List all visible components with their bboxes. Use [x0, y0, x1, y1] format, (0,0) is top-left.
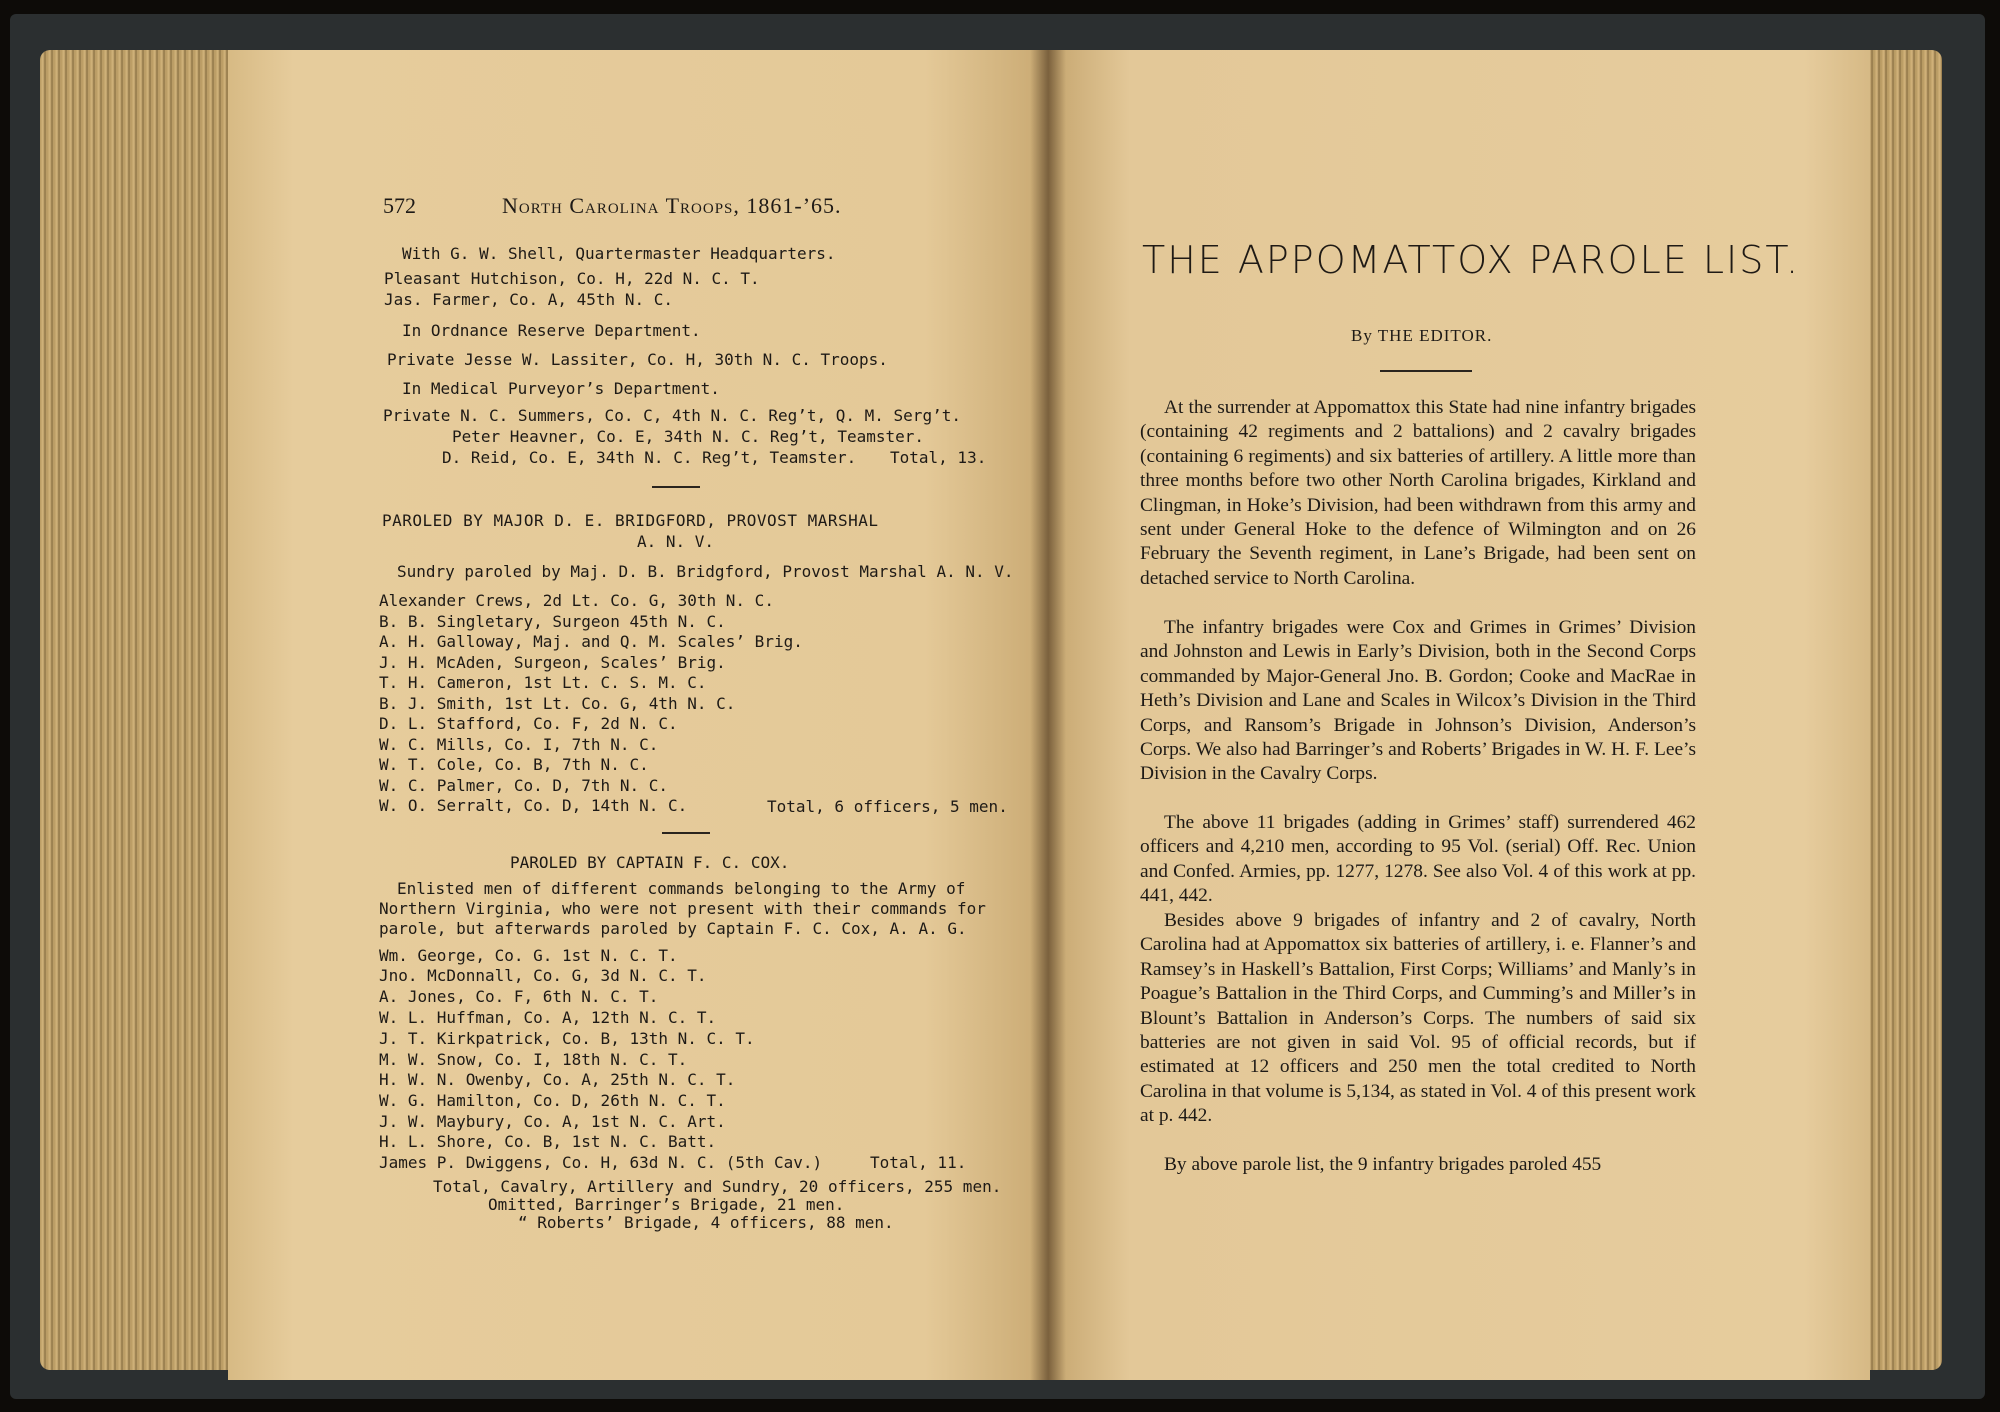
- cox-heading: PAROLED BY CAPTAIN F. C. COX.: [510, 853, 790, 872]
- list-item: Pleasant Hutchison, Co. H, 22d N. C. T.: [384, 269, 760, 288]
- list-item: T. H. Cameron, 1st Lt. C. S. M. C.: [379, 673, 707, 692]
- list-item: A. H. Galloway, Maj. and Q. M. Scales’ Brig.: [379, 632, 803, 651]
- list-item: A. Jones, Co. F, 6th N. C. T.: [379, 987, 659, 1006]
- list-item: James P. Dwiggens, Co. H, 63d N. C. (5th Cav.): [379, 1153, 823, 1172]
- list-item: W. T. Cole, Co. B, 7th N. C.: [379, 755, 649, 774]
- list-item: Wm. George, Co. G. 1st N. C. T.: [379, 946, 678, 965]
- list-item: B. B. Singletary, Surgeon 45th N. C.: [379, 612, 726, 631]
- cox-intro: Northern Virginia, who were not present with their commands for: [379, 899, 986, 918]
- page-number: 572: [383, 193, 416, 218]
- summary-line: “ Roberts’ Brigade, 4 officers, 88 men.: [518, 1213, 894, 1232]
- list-item: Private Jesse W. Lassiter, Co. H, 30th N. C. Troops.: [387, 350, 888, 369]
- paragraph: The infantry brigades were Cox and Grimes in Grimes’ Division and Johnston and Lewis in Early’s Division, both in the Second Corps commanded by Major-General Jno. B. Gordon; Cooke and MacRae in Heth’s Division and Lane and Scales in Wilcox’s Division in the Third Corps, and Ransom’s Brigade in Johnson’s Division, Anderson’s Corps. We also had Barringer’s and Roberts’ Brigades in W. H. F. Lee’s Division in the Cavalry Corps.: [1140, 617, 1696, 785]
- section-divider: [652, 486, 700, 488]
- list-item: J. W. Maybury, Co. A, 1st N. C. Art.: [379, 1112, 726, 1131]
- title-divider: [1380, 370, 1472, 372]
- list-item: Alexander Crews, 2d Lt. Co. G, 30th N. C.: [379, 591, 774, 610]
- list-item: J. H. McAden, Surgeon, Scales’ Brig.: [379, 653, 726, 672]
- list-item: H. W. N. Owenby, Co. A, 25th N. C. T.: [379, 1070, 736, 1089]
- list-item: D. L. Stafford, Co. F, 2d N. C.: [379, 714, 678, 733]
- bridgford-total: Total, 6 officers, 5 men.: [767, 797, 1008, 816]
- paragraph: Besides above 9 brigades of infantry and 2 of cavalry, North Carolina had at Appomattox six batteries of artillery, i. e. Flanner’s and Ramsey’s in Haskell’s Battalion, First Corps; Williams’ and Manly’s in Poague’s Battalion in the Third Corps, and Cumming’s and Miller’s in Blount’s Battalion in Anderson’s Corps. The numbers of said six batteries are not given in said Vol. 95 of official records, but if estimated at 12 officers and 250 men the total credited to North Carolina in that volume is 5,134, as stated in Vol. 4 of this present work at p. 442.: [1140, 910, 1696, 1127]
- chapter-title: THE APPOMATTOX PAROLE LIST.: [1142, 238, 1801, 282]
- left-page-edges: [40, 50, 236, 1370]
- paragraph: At the surrender at Appomattox this State had nine infantry brigades (containing 42 regiments and 2 battalions) and 2 cavalry brigades (containing 6 regiments) and six batteries of artillery. A little more than three months before two other North Carolina brigades, Kirkland and Clingman, in Hoke’s Division, had been withdrawn from this army and sent under General Hoke to the defence of Wilmington and on 26 February the Seventh regiment, in Lane’s Brigade, had been sent on detached service to North Carolina.: [1140, 397, 1696, 589]
- cox-intro: Enlisted men of different commands belonging to the Army of: [397, 879, 966, 898]
- list-item: Jas. Farmer, Co. A, 45th N. C.: [384, 290, 673, 309]
- list-item: Private N. C. Summers, Co. C, 4th N. C. Reg’t, Q. M. Serg’t.: [383, 406, 961, 425]
- list-item: W. L. Huffman, Co. A, 12th N. C. T.: [379, 1008, 717, 1027]
- list-item: H. L. Shore, Co. B, 1st N. C. Batt.: [379, 1132, 717, 1151]
- bridgford-subheading: Sundry paroled by Maj. D. B. Bridgford, Provost Marshal A. N. V.: [397, 562, 1014, 581]
- cox-intro: parole, but afterwards paroled by Captain F. C. Cox, A. A. G.: [379, 919, 967, 938]
- list-item: Peter Heavner, Co. E, 34th N. C. Reg’t, Teamster.: [452, 427, 925, 446]
- summary-line: Omitted, Barringer’s Brigade, 21 men.: [488, 1195, 845, 1214]
- list-item: D. Reid, Co. E, 34th N. C. Reg’t, Teamster.: [442, 448, 857, 467]
- ordnance-heading: In Ordnance Reserve Department.: [402, 321, 701, 340]
- running-head: North Carolina Troops, 1861-’65.: [502, 193, 842, 218]
- list-item: B. J. Smith, 1st Lt. Co. G, 4th N. C.: [379, 694, 736, 713]
- list-item: W. C. Mills, Co. I, 7th N. C.: [379, 735, 659, 754]
- section-divider: [662, 832, 710, 834]
- medical-total: Total, 13.: [890, 448, 987, 467]
- book-gutter: [1030, 50, 1066, 1380]
- bridgford-heading: PAROLED BY MAJOR D. E. BRIDGFORD, PROVOST MARSHAL: [382, 511, 879, 530]
- byline: By THE EDITOR.: [1351, 326, 1493, 345]
- list-item: Jno. McDonnall, Co. G, 3d N. C. T.: [379, 966, 707, 985]
- list-item: J. T. Kirkpatrick, Co. B, 13th N. C. T.: [379, 1029, 755, 1048]
- list-item: W. C. Palmer, Co. D, 7th N. C.: [379, 776, 668, 795]
- right-page-edges: [1860, 50, 1942, 1370]
- list-item: W. O. Serralt, Co. D, 14th N. C.: [379, 796, 688, 815]
- summary-line: Total, Cavalry, Artillery and Sundry, 20 officers, 255 men.: [433, 1177, 1002, 1196]
- bridgford-heading-line2: A. N. V.: [637, 532, 715, 551]
- cox-total: Total, 11.: [870, 1153, 967, 1172]
- list-item: M. W. Snow, Co. I, 18th N. C. T.: [379, 1050, 688, 1069]
- shell-heading: With G. W. Shell, Quartermaster Headquarters.: [402, 244, 836, 263]
- paragraph: By above parole list, the 9 infantry brigades paroled 455: [1164, 1154, 1602, 1175]
- medical-heading: In Medical Purveyor’s Department.: [402, 379, 720, 398]
- paragraph: The above 11 brigades (adding in Grimes’ staff) surrendered 462 officers and 4,210 men, according to 95 Vol. (serial) Off. Rec. Union and Confed. Armies, pp. 1277, 1278. See also Vol. 4 of this work at pp. 441, 442.: [1140, 812, 1696, 907]
- list-item: W. G. Hamilton, Co. D, 26th N. C. T.: [379, 1091, 726, 1110]
